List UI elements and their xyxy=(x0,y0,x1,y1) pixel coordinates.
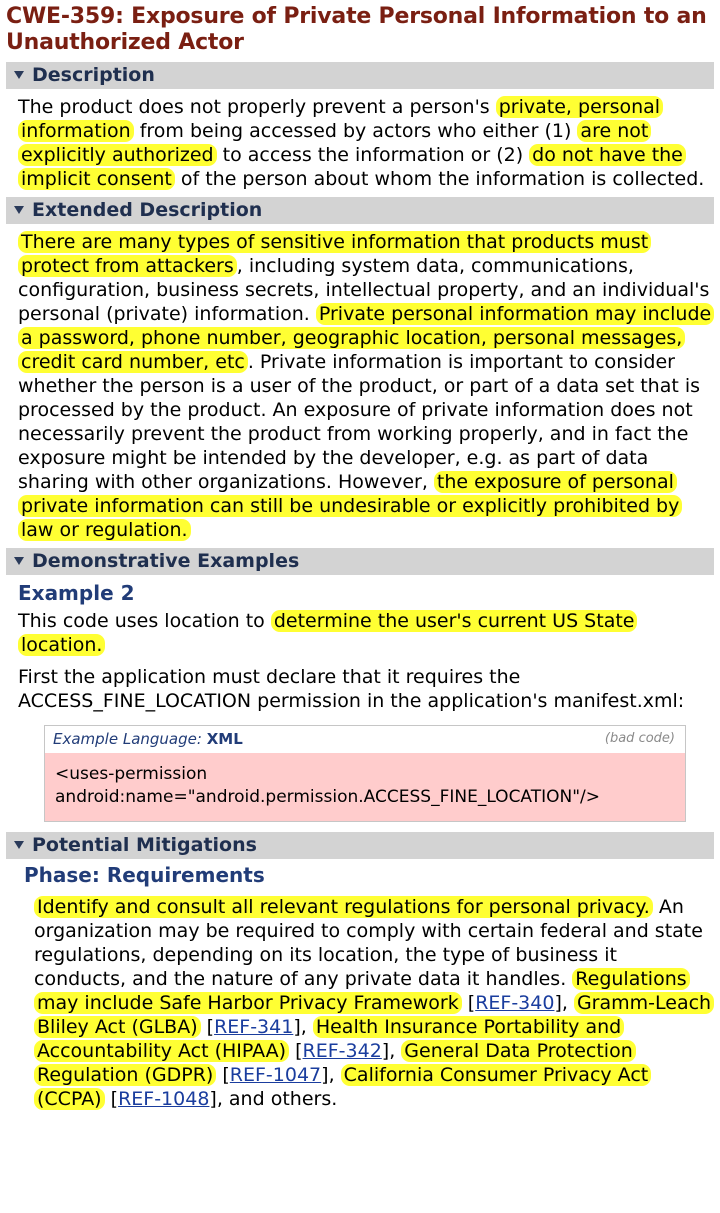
code-header xyxy=(45,726,685,753)
mitigation-paragraph xyxy=(0,891,720,1111)
section-header-description[interactable] xyxy=(6,62,714,89)
highlight: Regulations may include Safe Harbor Privacy Framework xyxy=(34,968,690,1014)
example-intro xyxy=(0,607,720,663)
text: The product does not properly prevent a person's xyxy=(18,96,496,118)
code-body xyxy=(45,753,685,821)
ref-link-1048[interactable]: REF-1048 xyxy=(118,1088,210,1110)
collapse-triangle-icon[interactable] xyxy=(14,71,24,79)
highlight: do not have the implicit consent xyxy=(18,144,686,190)
highlight: private, personal information xyxy=(18,96,663,142)
text: An organization may be required to comply with certain federal and state regulations, depending on its location, the type of business it conducts, and the nature of any private data it handles. xyxy=(34,896,703,990)
highlight: Identify and consult all relevant regulations for personal privacy. xyxy=(34,896,653,918)
code-example-box xyxy=(44,725,686,822)
text: [ xyxy=(104,1088,119,1110)
collapse-triangle-icon[interactable] xyxy=(14,206,24,214)
text: . Private information is important to consider whether the person is a user of the product, or part of a data set that is processed by the product. An exposure of private information does not necessarily prevent the product from working properly, and in fact the exposure might be intended by the developer, e.g. as part of data sharing with other organizations. However, xyxy=(18,351,701,493)
highlight: Private personal information may include a password, phone number, geographic location, personal messages, credit card number, etc xyxy=(18,303,714,373)
section-title: Extended Description xyxy=(32,199,263,221)
section-header-extended-description[interactable] xyxy=(6,197,714,224)
page-title: CWE-359: Exposure of Private Personal Information to an Unauthorized Actor xyxy=(6,4,707,55)
section-title: Description xyxy=(32,64,155,86)
text: ], and others. xyxy=(209,1088,338,1110)
ref-link-342[interactable]: REF-342 xyxy=(302,1040,382,1062)
ref-link-1047[interactable]: REF-1047 xyxy=(229,1064,322,1086)
highlight: General Data Protection Regulation (GDPR) xyxy=(34,1040,636,1086)
example-title: Example 2 xyxy=(18,581,135,605)
ref-link-341[interactable]: REF-341 xyxy=(214,1016,294,1038)
ref-link-340[interactable]: REF-340 xyxy=(475,992,555,1014)
bad-code-tag: (bad code) xyxy=(604,731,675,746)
section-title: Demonstrative Examples xyxy=(32,550,300,572)
text: ], xyxy=(293,1016,313,1038)
highlight: the exposure of personal private information can still be undesirable or explicitly prohibited by law or regulation. xyxy=(18,471,682,541)
extended-description-paragraph xyxy=(0,224,720,548)
text: [ xyxy=(461,992,476,1014)
example-paragraph: First the application must declare that it requires the ACCESS_FINE_LOCATION permission in the application's manifest.xml: xyxy=(18,666,685,712)
phase-label: Phase: Requirements xyxy=(24,863,265,887)
section-header-potential-mitigations[interactable] xyxy=(6,832,714,859)
language-value: XML xyxy=(206,730,243,748)
language-label: Example Language: xyxy=(53,730,202,748)
text: ], xyxy=(321,1064,341,1086)
code-line: <uses-permission xyxy=(55,764,208,784)
description-paragraph xyxy=(0,89,720,197)
highlight: There are many types of sensitive information that products must protect from attackers xyxy=(18,231,651,277)
collapse-triangle-icon[interactable] xyxy=(14,841,24,849)
text: , including system data, communications, configuration, business secrets, intellectual property, and an individual's personal (private) information. xyxy=(18,255,710,325)
example-language xyxy=(53,728,243,750)
text: [ xyxy=(216,1064,230,1086)
section-title: Potential Mitigations xyxy=(32,834,257,856)
code-line: android:name="android.permission.ACCESS_FINE_LOCATION"/> xyxy=(55,787,601,807)
text: ], xyxy=(554,992,574,1014)
highlight: California Consumer Privacy Act (CCPA) xyxy=(34,1064,651,1110)
highlight: Gramm-Leach Bliley Act (GLBA) xyxy=(34,992,714,1038)
text: [ xyxy=(200,1016,215,1038)
highlight: are not explicitly authorized xyxy=(18,120,651,166)
collapse-triangle-icon[interactable] xyxy=(14,557,24,565)
highlight: Health Insurance Portability and Accountability Act (HIPAA) xyxy=(34,1016,624,1062)
text: This code uses location to xyxy=(18,610,271,632)
text: from being accessed by actors who either (1) xyxy=(133,120,578,142)
section-header-demonstrative-examples[interactable] xyxy=(6,548,714,575)
text: of the person about whom the information is collected. xyxy=(174,168,705,190)
text: [ xyxy=(289,1040,303,1062)
highlight: determine the user's current US State location. xyxy=(18,610,637,656)
text: to access the information or (2) xyxy=(216,144,530,166)
text: ], xyxy=(381,1040,402,1062)
